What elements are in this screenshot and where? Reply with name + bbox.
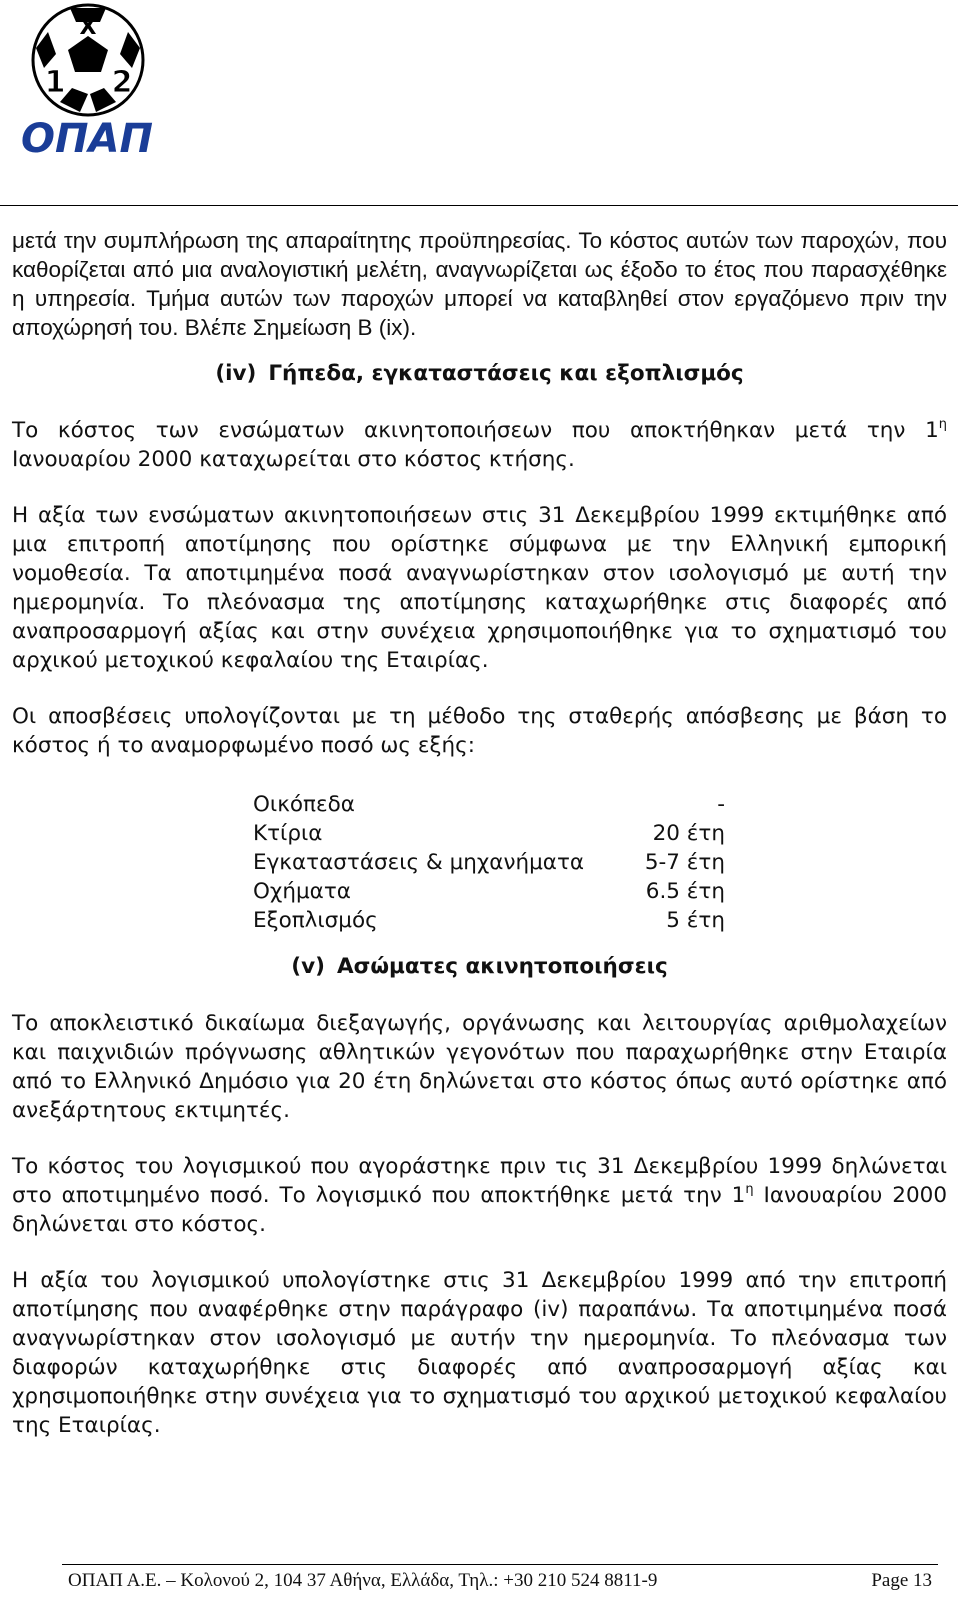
footer-address: ΟΠΑΠ Α.Ε. – Κολονού 2, 104 37 Αθήνα, Ελλάδα, Τηλ.: +30 210 524 8811-9 xyxy=(68,1570,658,1591)
paragraph-iv-2: Η αξία των ενσώματων ακινητοποιήσεων στις 31 Δεκεμβρίου 1999 εκτιμήθηκε από μια επιτροπή αποτίμησης που ορίστηκε σύμφωνα με την Ελληνική εμπορική νομοθεσία. Τα αποτιμημένα ποσά αναγνωρίστηκαν στον ισολογισμό με αυτή την ημερομηνία. Το πλεόνασμα της αποτίμησης καταχωρήθηκε στις διαφορές από αναπροσαρμογή αξίας και στην συνέχεια χρησιμοποιήθηκε για το σχηματισμό του αρχικού μετοχικού κεφαλαίου της Εταιρίας. xyxy=(12,503,947,673)
depreciation-value: 5 έτη xyxy=(666,908,725,933)
depreciation-label: Εξοπλισμός xyxy=(253,908,378,933)
paragraph-lead: μετά την συμπλήρωση της απαραίτητης προϋπηρεσίας. Το κόστος αυτών των παροχών, που καθορίζεται από μια αναλογιστική μελέτη, αναγνωρίζεται ως έξοδο το έτος που παρασχέθηκε η υπηρεσία. Τμήμα αυτών των παροχών μπορεί να καταβληθεί στον εργαζόμενο πριν την αποχώρησή του. Βλέπε Σημείωση Β (ix). xyxy=(12,228,947,340)
depreciation-label: Εγκαταστάσεις & μηχανήματα xyxy=(253,850,585,875)
section-number-iv: (iv) xyxy=(215,361,257,386)
soccer-ball-icon xyxy=(30,2,146,118)
depreciation-value: 5-7 έτη xyxy=(644,850,725,875)
page-number: Page 13 xyxy=(871,1570,932,1591)
section-number-v: (v) xyxy=(291,954,325,979)
paragraph-iv-3: Οι αποσβέσεις υπολογίζονται με τη μέθοδο της σταθερής απόσβεσης με βάση το κόστος ή το αναμορφωμένο ποσό ως εξής: xyxy=(12,704,947,758)
logo-mark-2: 2 xyxy=(111,65,133,100)
superscript-eta: η xyxy=(745,1182,754,1197)
depreciation-row xyxy=(253,906,725,935)
logo-wordmark-text: ΟΠΑΠ xyxy=(21,116,153,160)
header-divider xyxy=(0,205,958,206)
section-heading-iv xyxy=(12,359,947,388)
footer-divider xyxy=(62,1564,938,1565)
logo-mark-1: 1 xyxy=(44,65,66,100)
depreciation-row xyxy=(253,819,725,848)
depreciation-table xyxy=(253,790,725,935)
depreciation-row xyxy=(253,848,725,877)
section-title-iv: Γήπεδα, εγκαταστάσεις και εξοπλισμός xyxy=(268,361,744,386)
paragraph-v-3: Η αξία του λογισμικού υπολογίστηκε στις 31 Δεκεμβρίου 1999 από την επιτροπή αποτίμησης που αναφέρθηκε στην παράγραφο (iv) παραπάνω. Τα αποτιμημένα ποσά αναγνωρίστηκαν στον ισολογισμό με αυτήν την ημερομηνία. Το πλεόνασμα των διαφορών καταχωρήθηκε στις διαφορές από αναπροσαρμογή αξίας και χρησιμοποιήθηκε στην συνέχεια για το σχηματισμό του αρχικού μετοχικού κεφαλαίου της Εταιρίας. xyxy=(12,1268,947,1438)
depreciation-value: 6.5 έτη xyxy=(645,879,725,904)
depreciation-value: 20 έτη xyxy=(652,821,725,846)
depreciation-row xyxy=(253,877,725,906)
section-title-v: Ασώματες ακινητοποιήσεις xyxy=(336,954,668,979)
paragraph-iv-1: Το κόστος των ενσώματων ακινητοποιήσεων που αποκτήθηκαν μετά την $1^\eta$ Ιανουαρίου 2000 καταχωρείται στο κόστος κτήσης. xyxy=(12,417,947,472)
depreciation-label: Οικόπεδα xyxy=(253,792,355,817)
paragraph-v-2: Το κόστος του λογισμικού που αγοράστηκε πριν τις 31 Δεκεμβρίου 1999 δηλώνεται στο αποτιμημένο ποσό. Το λογισμικό που αποκτήθηκε μετά την $1^\eta$ Ιανουαρίου 2000 δηλώνεται στο κόστος. xyxy=(12,1154,947,1237)
logo-mark-x: X xyxy=(79,15,97,40)
depreciation-label: Κτίρια xyxy=(253,821,323,846)
depreciation-label: Οχήματα xyxy=(253,879,351,904)
paragraph-v-1: Το αποκλειστικό δικαίωμα διεξαγωγής, οργάνωσης και λειτουργίας αριθμολαχείων και παιχνιδιών πρόγνωσης αθλητικών γεγονότων που παραχωρήθηκε στην Εταιρία από το Ελληνικό Δημόσιο για 20 έτη δηλώνεται στο κόστος όπως αυτό ορίστηκε από ανεξάρτητους εκτιμητές. xyxy=(12,1011,947,1123)
page-footer xyxy=(62,1568,938,1594)
logo-wordmark xyxy=(18,116,156,160)
depreciation-value: - xyxy=(717,792,725,817)
page-body xyxy=(12,226,947,1440)
section-heading-v xyxy=(12,952,947,981)
opap-logo xyxy=(18,2,156,162)
depreciation-row xyxy=(253,790,725,819)
superscript-eta: η xyxy=(938,417,947,432)
